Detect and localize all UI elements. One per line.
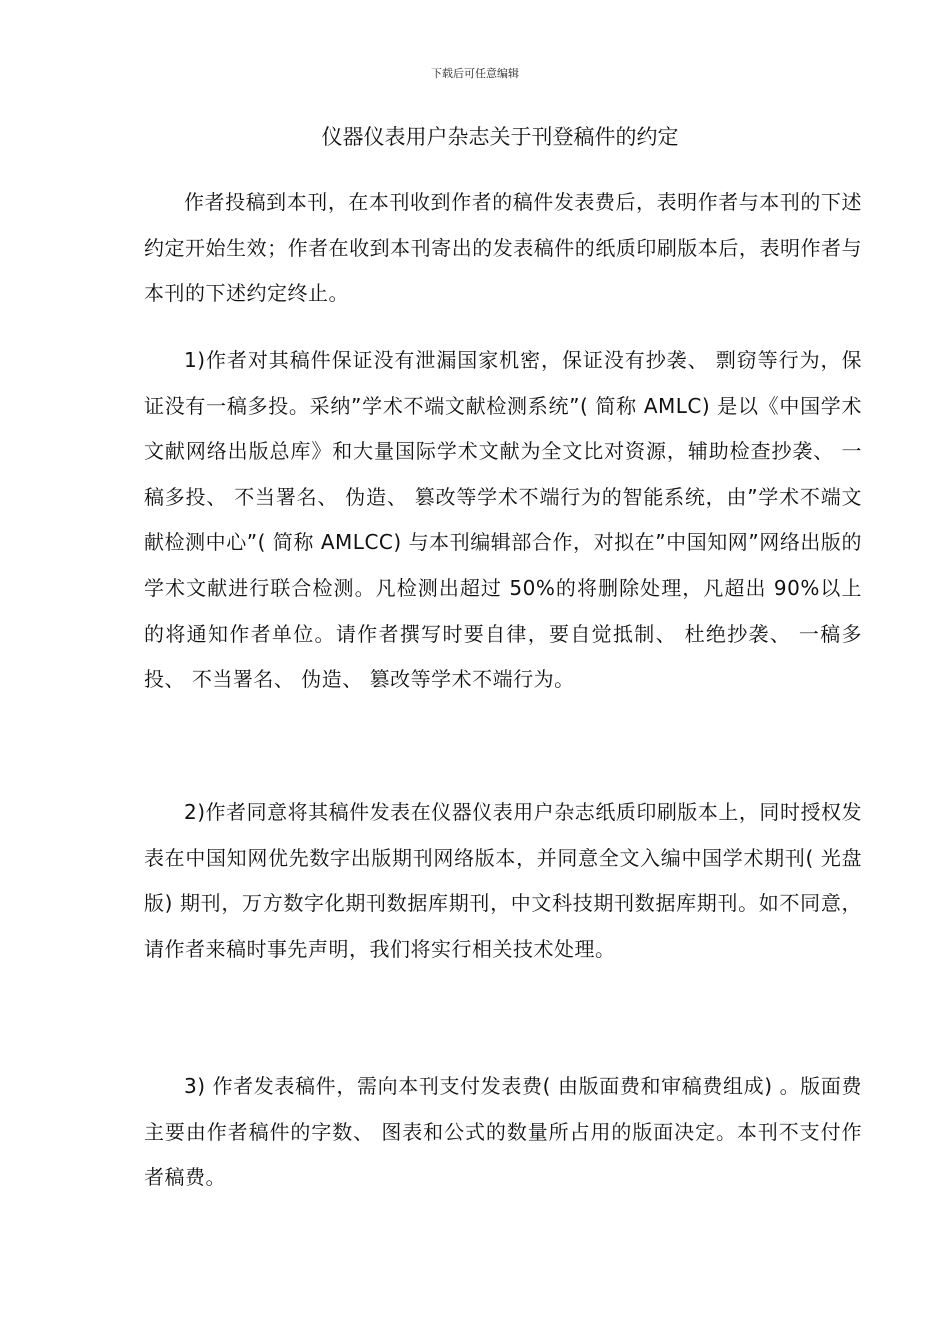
paragraph-intro: 作者投稿到本刊，在本刊收到作者的稿件发表费后，表明作者与本刊的下述约定开始生效；作者在收到本刊寄出的发表稿件的纸质印刷版本后，表明作者与本刊的下述约定终止。 — [144, 190, 862, 306]
paragraph-item-1: 1)作者对其稿件保证没有泄漏国家机密，保证没有抄袭、 剽窃等行为，保证没有一稿多投。采纳”学术不端文献检测系统”( 简称 AMLC) 是以《中国学术文献网络出版总库》和大量国际学术文献为全文比对资源，辅助检查抄袭、 一稿多投、 不当署名、 伪造、 篡改等学术不端行为的智能系统，由”学术不端文献检测中心”( 简称 AMLCC) 与本刊编辑部合作，对拟在”中国知网”网络出版的学术文献进行联合检测。凡检测出超过 50%的将删除处理，凡超出 90%以上的将通知作者单位。请作者撰写时要自律，要自觉抵制、 杜绝抄袭、 一稿多投、 不当署名、 伪造、 篡改等学术不端行为。 — [144, 348, 862, 692]
header-note: 下载后可任意编辑 — [431, 67, 519, 80]
document-title: 仪器仪表用户杂志关于刊登稿件的约定 — [321, 125, 679, 149]
paragraph-item-2: 2)作者同意将其稿件发表在仪器仪表用户杂志纸质印刷版本上，同时授权发表在中国知网优先数字出版期刊网络版本，并同意全文入编中国学术期刊( 光盘版) 期刊，万方数字化期刊数据库期刊，中文科技期刊数据库期刊。如不同意，请作者来稿时事先声明，我们将实行相关技术处理。 — [144, 800, 862, 961]
paragraph-item-3: 3) 作者发表稿件，需向本刊支付发表费( 由版面费和审稿费组成) 。版面费主要由作者稿件的字数、 图表和公式的数量所占用的版面决定。本刊不支付作者稿费。 — [144, 1074, 862, 1190]
